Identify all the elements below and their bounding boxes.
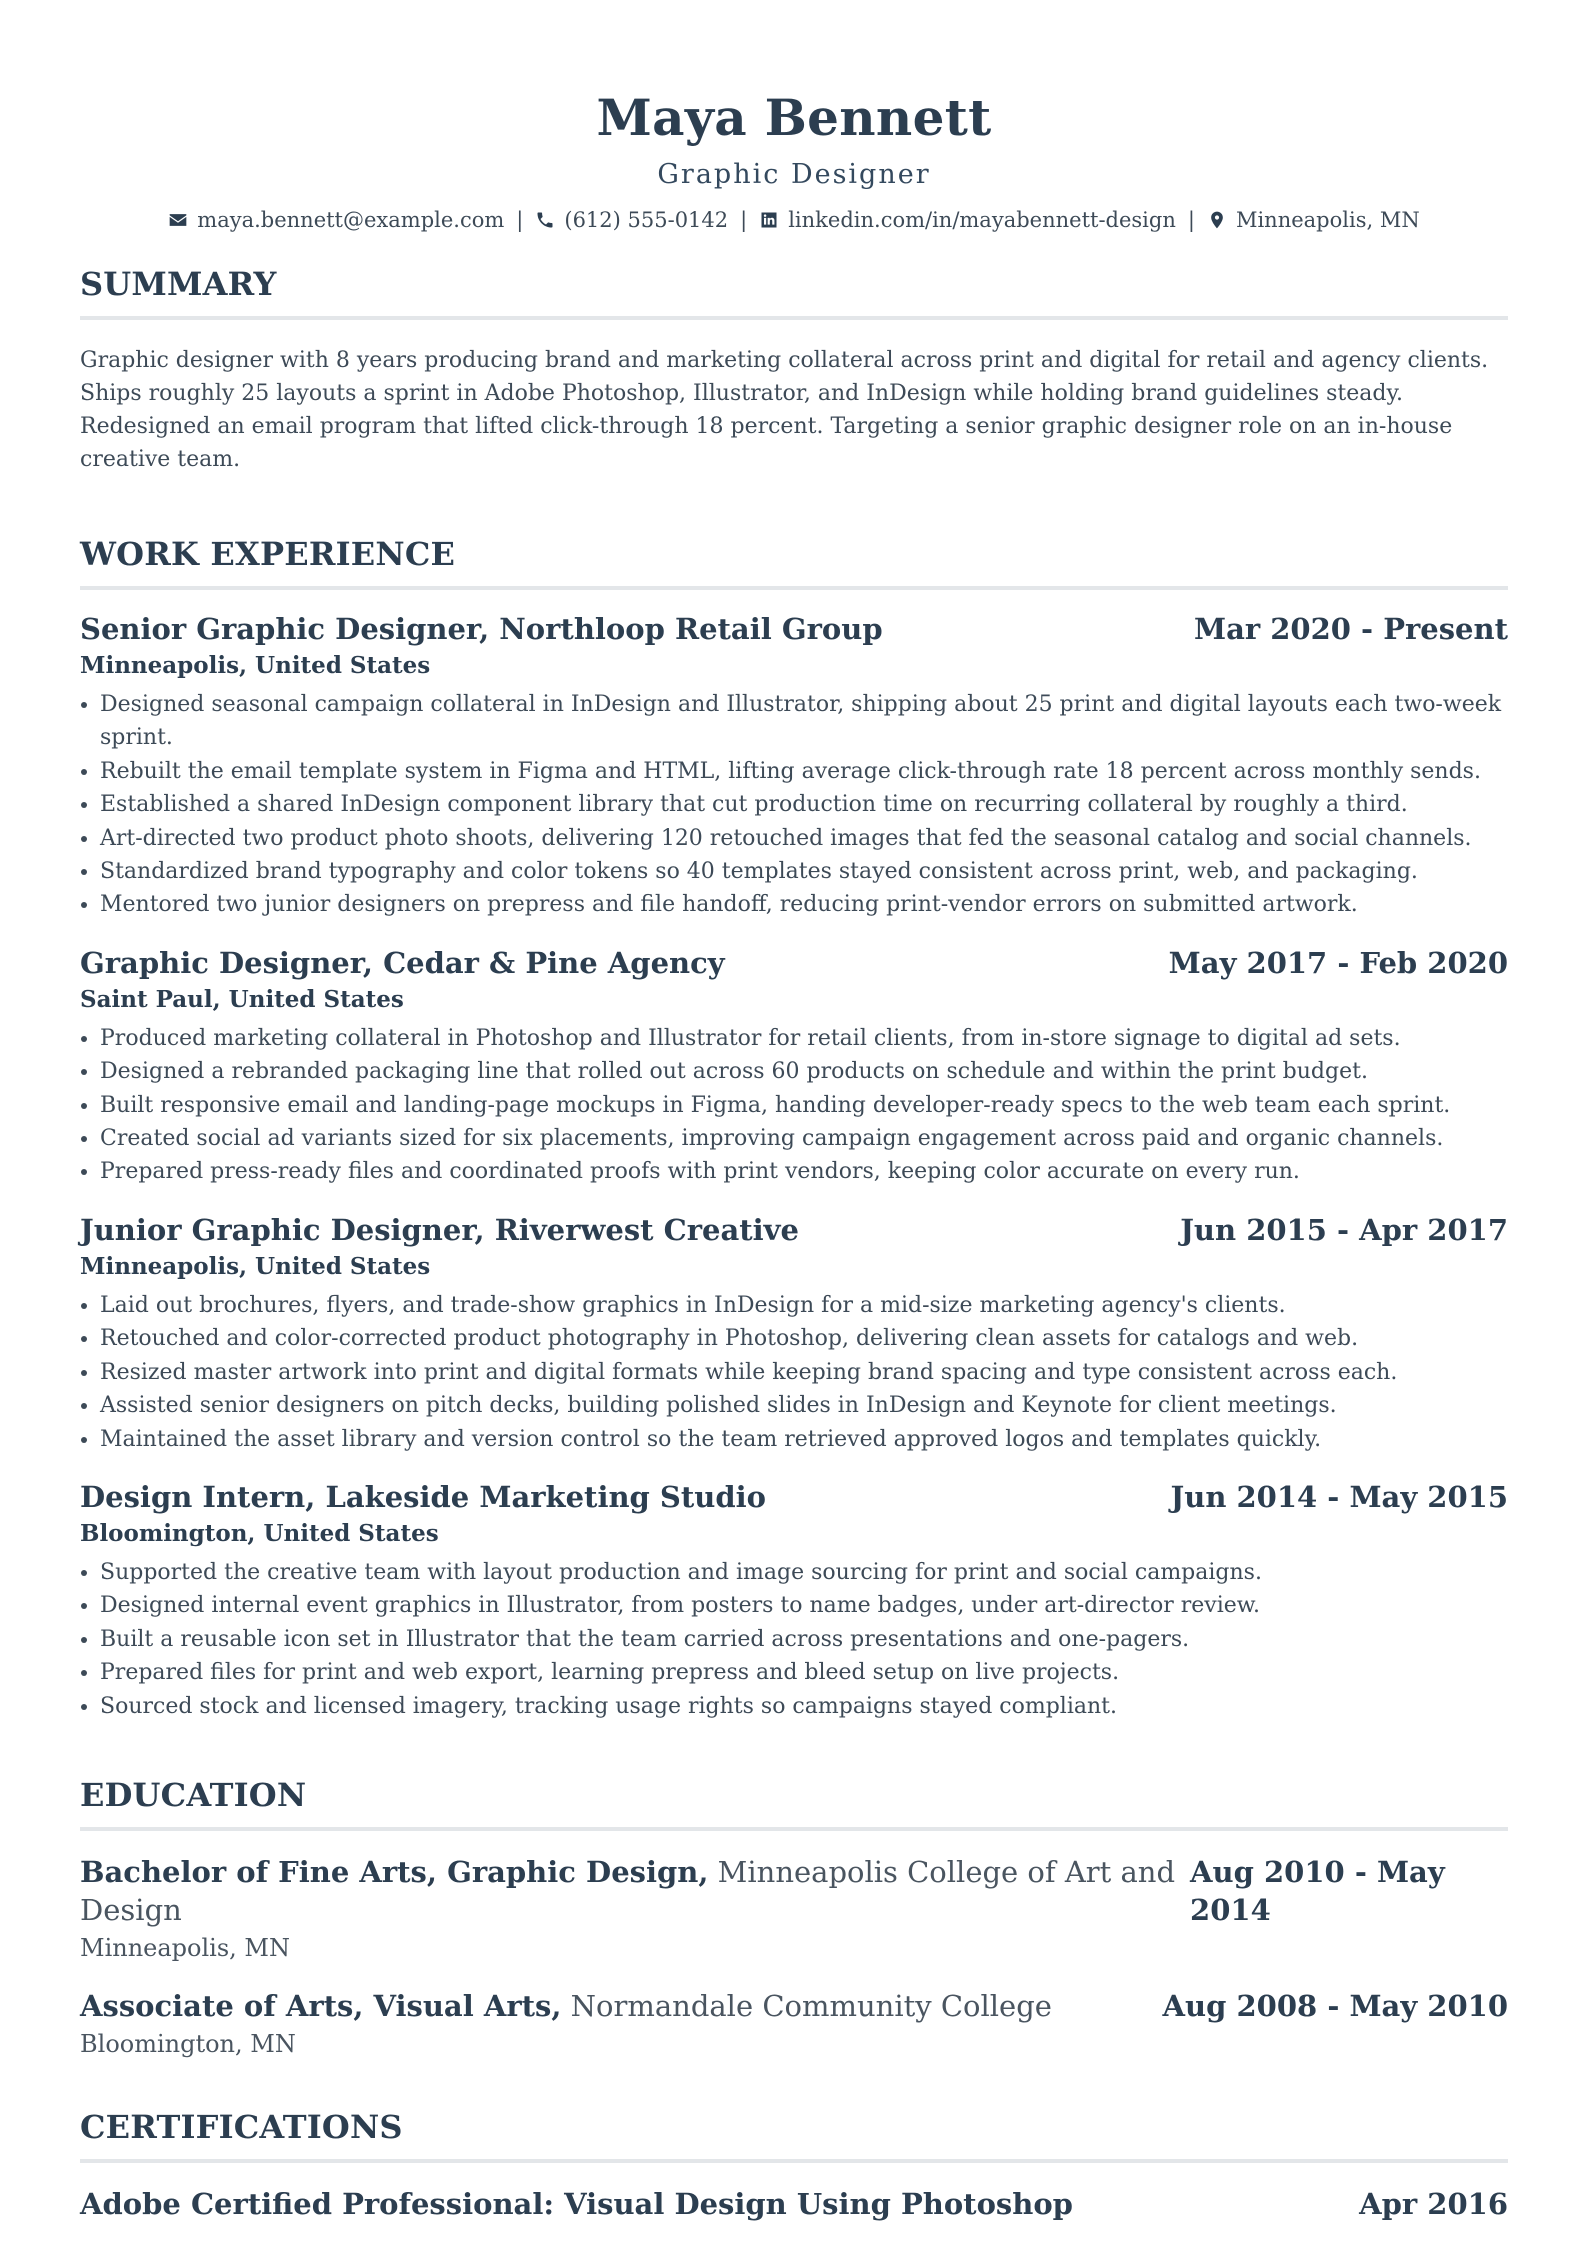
education-dates: Aug 2008 - May 2010 — [1162, 1988, 1508, 2023]
envelope-icon — [168, 210, 188, 230]
list-item: • Produced marketing collateral in Photoshop and Illustrator for retail clients, from in-store signage to digital ad sets. — [100, 1022, 1508, 1055]
resume-header — [80, 0, 1508, 234]
contact-separator: | — [1187, 208, 1195, 232]
list-item: • Maintained the asset library and version control so the team retrieved approved logos and templates quickly. — [100, 1423, 1508, 1456]
school-name: Normandale Community College — [570, 1988, 1052, 2023]
job-dates: May 2017 - Feb 2020 — [1168, 945, 1508, 980]
work-experience-section — [80, 534, 1508, 1723]
degree-name: Associate of Arts, Visual Arts, — [80, 1988, 562, 2023]
list-item: • Designed internal event graphics in Illustrator, from posters to name badges, under art-director review. — [100, 1589, 1508, 1622]
education-entry — [80, 1987, 1508, 2061]
certification-date: Apr 2016 — [1359, 2186, 1508, 2221]
summary-text: Graphic designer with 8 years producing brand and marketing collateral across print and digital for retail and agency clients. Ships roughly 25 layouts a sprint in Adobe Photoshop, Illustrator, and InDesign while holding brand guidelines steady. Redesigned an email program that lifted click-through 18 percent. Targeting a senior graphic designer role on an in-house creative team. — [80, 348, 1489, 472]
experience-entry — [80, 944, 1508, 1189]
list-item: • Sourced stock and licensed imagery, tracking usage rights so campaigns stayed compliant. — [100, 1690, 1508, 1723]
education-title — [80, 1853, 1190, 1929]
job-bullets — [80, 688, 1508, 922]
job-title: Design Intern, Lakeside Marketing Studio — [80, 1479, 766, 1514]
job-dates: Jun 2015 - Apr 2017 — [1180, 1212, 1508, 1247]
candidate-name: Maya Bennett — [596, 88, 992, 147]
list-item: • Supported the creative team with layout production and image sourcing for print and social campaigns. — [100, 1556, 1508, 1589]
job-bullets — [80, 1556, 1508, 1723]
section-heading: WORK EXPERIENCE — [80, 534, 1508, 590]
section-heading: EDUCATION — [80, 1775, 1508, 1831]
list-item: • Retouched and color-corrected product photography in Photoshop, delivering clean assets for catalogs and web. — [100, 1322, 1508, 1355]
section-heading: CERTIFICATIONS — [80, 2107, 1508, 2163]
certifications-section — [80, 2107, 1508, 2223]
education-location: Minneapolis, MN — [80, 1933, 290, 1962]
education-location: Bloomington, MN — [80, 2029, 296, 2058]
contact-phone-text: (612) 555-0142 — [564, 208, 729, 232]
list-item: • Resized master artwork into print and digital formats while keeping brand spacing and type consistent across each. — [100, 1356, 1508, 1389]
map-pin-icon — [1207, 210, 1227, 230]
job-bullets — [80, 1289, 1508, 1456]
contact-location-text: Minneapolis, MN — [1235, 208, 1420, 232]
list-item: • Assisted senior designers on pitch decks, building polished slides in InDesign and Keynote for client meetings. — [100, 1389, 1508, 1422]
contact-row — [80, 206, 1508, 234]
contact-phone[interactable] — [535, 206, 728, 234]
experience-entry — [80, 1478, 1508, 1723]
contact-linkedin[interactable] — [759, 206, 1176, 234]
education-entry — [80, 1853, 1508, 1965]
job-location: Saint Paul, United States — [80, 985, 404, 1013]
job-bullets — [80, 1022, 1508, 1189]
list-item: • Rebuilt the email template system in Figma and HTML, lifting average click-through rate 18 percent across monthly sends. — [100, 755, 1508, 788]
list-item: • Prepared files for print and web export, learning prepress and bleed setup on live projects. — [100, 1656, 1508, 1689]
degree-name: Bachelor of Fine Arts, Graphic Design, — [80, 1854, 709, 1889]
contact-email-text: maya.bennett@example.com — [197, 208, 505, 232]
list-item: • Art-directed two product photo shoots, delivering 120 retouched images that fed the seasonal catalog and social channels. — [100, 822, 1508, 855]
list-item: • Established a shared InDesign component library that cut production time on recurring collateral by roughly a third. — [100, 788, 1508, 821]
job-dates: Jun 2014 - May 2015 — [1170, 1479, 1508, 1514]
list-item: • Built responsive email and landing-page mockups in Figma, handing developer-ready specs to the web team each sprint. — [100, 1089, 1508, 1122]
job-title: Graphic Designer, Cedar & Pine Agency — [80, 945, 725, 980]
list-item: • Prepared press-ready files and coordinated proofs with print vendors, keeping color accurate on every run. — [100, 1155, 1508, 1188]
education-section — [80, 1775, 1508, 2061]
job-location: Bloomington, United States — [80, 1519, 439, 1547]
list-item: • Built a reusable icon set in Illustrator that the team carried across presentations and one-pagers. — [100, 1623, 1508, 1656]
job-location: Minneapolis, United States — [80, 652, 431, 679]
list-item: • Laid out brochures, flyers, and trade-show graphics in InDesign for a mid-size marketing agency's clients. — [100, 1289, 1508, 1322]
candidate-title: Graphic Designer — [657, 159, 931, 190]
job-location: Minneapolis, United States — [80, 1252, 431, 1280]
education-title — [80, 1987, 1052, 2025]
certification-entry — [80, 2185, 1508, 2223]
list-item: • Designed seasonal campaign collateral in InDesign and Illustrator, shipping about 25 print and digital layouts each two-week sprint. — [100, 688, 1508, 755]
certification-title: Adobe Certified Professional: Visual Design Using Photoshop — [80, 2186, 1073, 2221]
contact-separator: | — [516, 208, 524, 232]
linkedin-icon — [759, 210, 779, 230]
experience-entry — [80, 1211, 1508, 1456]
contact-linkedin-text: linkedin.com/in/mayabennett-design — [788, 208, 1176, 232]
phone-icon — [535, 210, 555, 230]
contact-separator: | — [740, 208, 748, 232]
list-item: • Designed a rebranded packaging line that rolled out across 60 products on schedule and within the print budget. — [100, 1055, 1508, 1088]
education-dates: Aug 2010 - May 2014 — [1190, 1854, 1445, 1927]
section-heading: SUMMARY — [80, 264, 1508, 320]
list-item: • Created social ad variants sized for six placements, improving campaign engagement across paid and organic channels. — [100, 1122, 1508, 1155]
job-dates: Mar 2020 - Present — [1193, 612, 1508, 646]
list-item: • Mentored two junior designers on prepress and file handoff, reducing print-vendor errors on submitted artwork. — [100, 888, 1508, 921]
summary-section — [80, 264, 1508, 476]
list-item: • Standardized brand typography and color tokens so 40 templates stayed consistent across print, web, and packaging. — [100, 855, 1508, 888]
contact-location — [1207, 206, 1420, 234]
job-title: Junior Graphic Designer, Riverwest Creative — [80, 1212, 799, 1247]
contact-email[interactable] — [168, 206, 504, 234]
experience-entry — [80, 610, 1508, 922]
job-title: Senior Graphic Designer, Northloop Retail Group — [80, 612, 883, 646]
school-name: Minneapolis College of Art and Design — [80, 1854, 1176, 1927]
